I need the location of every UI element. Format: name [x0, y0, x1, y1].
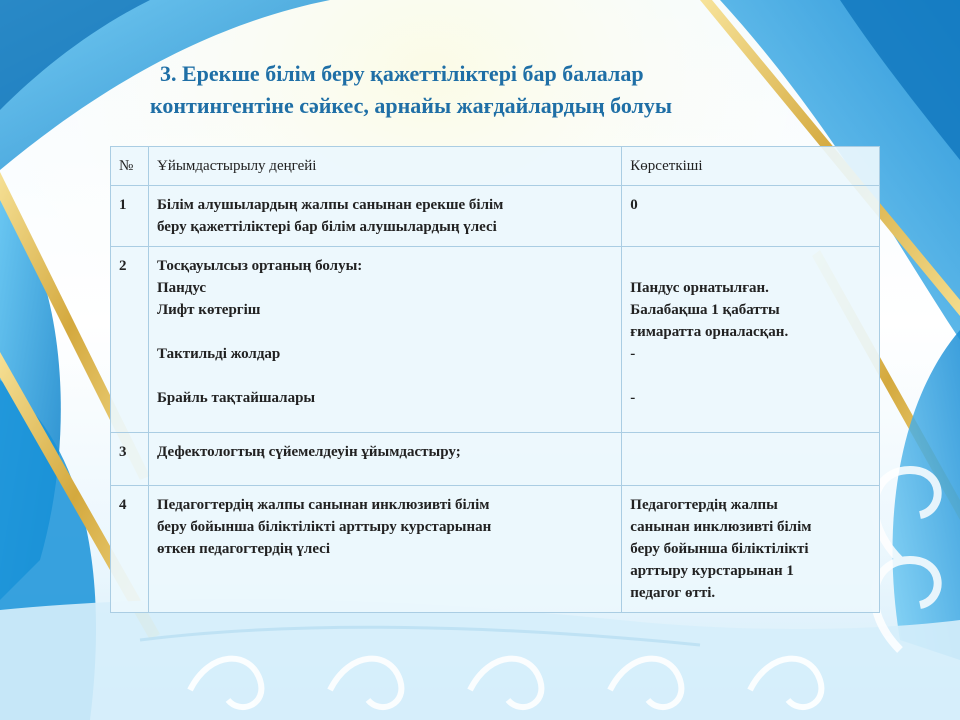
row-level	[148, 247, 621, 433]
level-line: Лифт көтергіш	[156, 302, 261, 318]
indicator-line: санынан инклюзивті білім	[630, 519, 812, 535]
slide-title	[60, 58, 880, 122]
level-line: Пандус	[156, 280, 207, 296]
indicator-line: ғимаратта орналасқан.	[630, 324, 789, 340]
indicator-line: Педагогтердің жалпы	[630, 497, 778, 513]
header-level: Ұйымдастырылу деңгейі	[148, 147, 621, 186]
table-row	[111, 186, 880, 247]
row-indicator	[622, 186, 880, 247]
row-level	[148, 486, 621, 613]
indicator-line: беру бойынша біліктілікті	[630, 541, 809, 557]
table-row	[111, 433, 880, 486]
row-level	[148, 433, 621, 486]
row-indicator	[622, 247, 880, 433]
indicator-line: -	[630, 390, 636, 406]
level-line: беру қажеттіліктері бар білім алушылардың үлесі	[156, 219, 497, 235]
row-level	[148, 186, 621, 247]
indicator-line: Балабақша 1 қабатты	[630, 302, 780, 318]
indicator-line: арттыру курстарынан 1	[630, 563, 794, 579]
conditions-table	[110, 146, 880, 613]
table-header-row	[111, 147, 880, 186]
level-line: Дефектологтың сүйемелдеуін ұйымдастыру;	[156, 444, 461, 460]
level-line: Тактильді жолдар	[156, 346, 281, 362]
level-line: өткен педагогтердің үлесі	[156, 541, 331, 557]
level-line: Білім алушылардың жалпы санынан ерекше білім	[156, 197, 504, 213]
indicator-line: педагог өтті.	[630, 585, 716, 601]
spacer	[157, 321, 613, 343]
indicator-line: 0	[630, 197, 638, 213]
row-indicator	[622, 486, 880, 613]
level-line: Тосқауылсыз ортаның болуы:	[156, 258, 363, 274]
row-number: 4	[111, 486, 149, 613]
header-indicator: Көрсеткіші	[622, 147, 880, 186]
level-line: беру бойынша біліктілікті арттыру курстарынан	[156, 519, 492, 535]
header-number: №	[111, 147, 149, 186]
indicator-line: Пандус орнатылған.	[630, 280, 769, 296]
spacer	[630, 365, 871, 387]
row-number: 2	[111, 247, 149, 433]
level-line: Брайль тақтайшалары	[156, 390, 316, 406]
indicator-line: -	[630, 346, 636, 362]
spacer	[630, 255, 871, 277]
row-indicator	[622, 433, 880, 486]
row-number: 3	[111, 433, 149, 486]
title-line-1: 3. Ерекше білім беру қажеттіліктері бар балалар	[160, 61, 644, 86]
row-number: 1	[111, 186, 149, 247]
spacer	[157, 365, 613, 387]
table-row	[111, 247, 880, 433]
title-line-2: контингентіне сәйкес, арнайы жағдайлардың болуы	[150, 93, 673, 118]
table-row	[111, 486, 880, 613]
level-line: Педагогтердің жалпы санынан инклюзивті білім	[156, 497, 490, 513]
